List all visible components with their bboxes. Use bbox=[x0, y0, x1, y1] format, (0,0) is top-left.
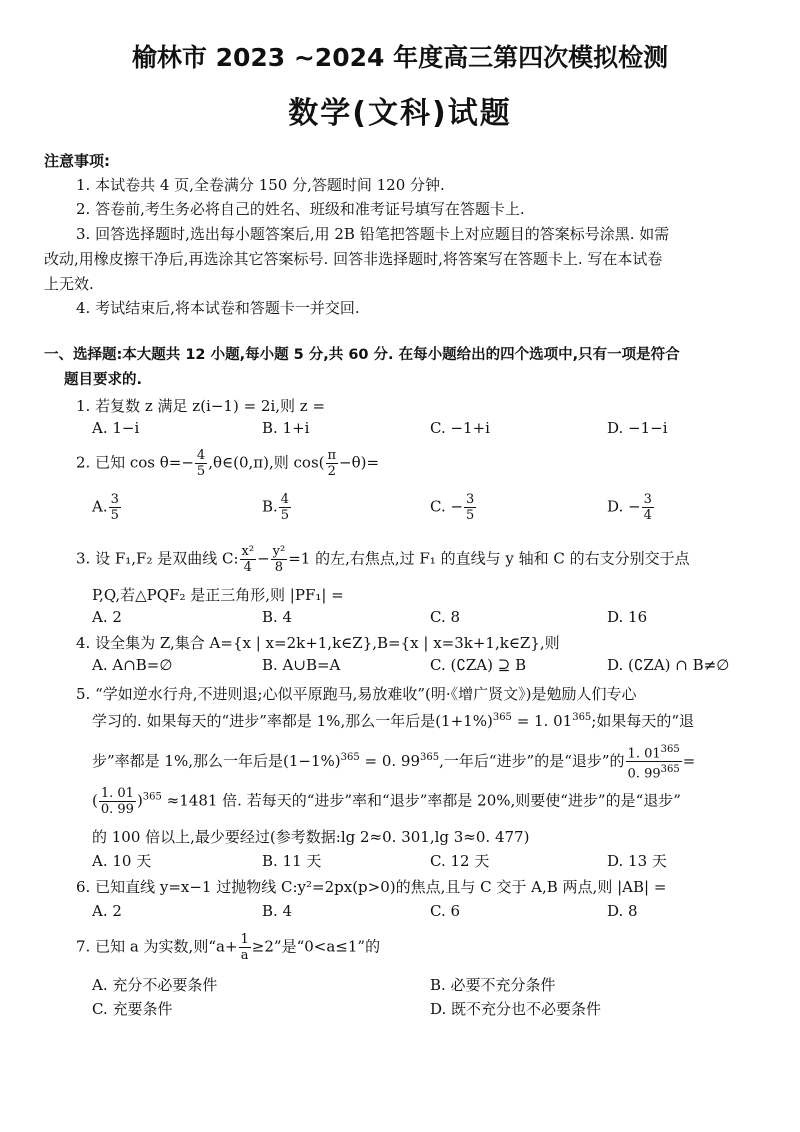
fraction: $\frac{\text{y²}}{8}$ bbox=[272, 544, 286, 575]
question-5-line-2: 学习的. 如果每天的“进步”率都是 1%,那么一年后是$(1+1\%)^{365} = 1$. $01^{365}$;如果每天的“退 bbox=[92, 712, 695, 730]
q7-option-d: D. 既不充分也不必要条件 bbox=[430, 1000, 602, 1018]
q2-option-b: B. $\frac{4}{5}$ bbox=[262, 492, 290, 523]
q5-option-b: B. 11 天 bbox=[262, 852, 322, 870]
q3-option-b: B. 4 bbox=[262, 608, 293, 626]
q6-option-c: C. 6 bbox=[430, 902, 461, 920]
q6-option-b: B. 4 bbox=[262, 902, 293, 920]
q6-option-a: A. 2 bbox=[92, 902, 122, 920]
question-3-stem-cont: P,Q,若△PQF₂ 是正三角形,则 |PF₁| = bbox=[92, 586, 344, 604]
q6-option-d: D. 8 bbox=[607, 902, 638, 920]
q7-option-b: B. 必要不充分条件 bbox=[430, 976, 556, 994]
q5-option-d: D. 13 天 bbox=[607, 852, 667, 870]
fraction: $\frac{1. 01^{365}}{0. 99^{365}}$ bbox=[627, 744, 680, 782]
fraction: $\frac{1}{a}$ bbox=[240, 932, 249, 963]
q3-option-c: C. 8 bbox=[430, 608, 461, 626]
q5-option-a: A. 10 天 bbox=[92, 852, 152, 870]
fraction: $\frac{1. 01}{0. 99}$ bbox=[100, 786, 134, 817]
question-7-stem: 7. 已知 a 为实数,则“a+ $\frac{1}{a}$ ≥2”是“0<a≤1”的 bbox=[76, 932, 381, 963]
question-6-stem: 6. 已知直线 y=x−1 过抛物线 C:y²=2px(p>0)的焦点,且与 C 交于 A,B 两点,则 |AB| = bbox=[76, 878, 667, 896]
q3-option-a: A. 2 bbox=[92, 608, 122, 626]
q1-option-a: A. 1−i bbox=[92, 419, 140, 437]
notice-item-1: 1. 本试卷共 4 页,全卷满分 150 分,答题时间 120 分钟. bbox=[76, 176, 445, 194]
q1-option-b: B. 1+i bbox=[262, 419, 310, 437]
q2-option-a: A. $\frac{3}{5}$ bbox=[92, 492, 119, 523]
q7-option-a: A. 充分不必要条件 bbox=[92, 976, 218, 994]
q1-option-d: D. −1−i bbox=[607, 419, 668, 437]
fraction: $\frac{\pi}{2}$ bbox=[327, 448, 337, 479]
q4-option-a: A. A∩B=∅ bbox=[92, 656, 173, 674]
q4-option-c: C. (∁ZA) ⊇ B bbox=[430, 656, 527, 674]
notice-item-3a: 3. 回答选择题时,选出每小题答案后,用 2B 铅笔把答题卡上对应题目的答案标号涂黑. 如需 bbox=[76, 225, 670, 243]
exam-subtitle: 数学(文科)试题 bbox=[288, 96, 512, 131]
notice-item-4: 4. 考试结束后,将本试卷和答题卡一并交回. bbox=[76, 299, 360, 317]
fraction: $\frac{\text{x²}}{4}$ bbox=[241, 544, 255, 575]
question-4-stem: 4. 设全集为 Z,集合 A={x | x=2k+1,k∈Z},B={x | x=3k+1,k∈Z},则 bbox=[76, 634, 560, 652]
notice-heading: 注意事项: bbox=[44, 152, 110, 170]
question-5-line-5: 的 100 倍以上,最少要经过(参考数据:lg 2≈0. 301,lg 3≈0. 477) bbox=[92, 828, 530, 846]
question-3-stem: 3. 设 F₁,F₂ 是双曲线 C: $\frac{\text{x²}}{4}$ − $\frac{\text{y²}}{8}$ =1 的左,右焦点,过 F₁ 的直线与 y 轴和 C 的右支分别交于点 bbox=[76, 544, 690, 575]
q1-option-c: C. −1+i bbox=[430, 419, 490, 437]
notice-item-3b: 改动,用橡皮擦干净后,再选涂其它答案标号. 回答非选择题时,将答案写在答题卡上. 写在本试卷 bbox=[44, 250, 663, 268]
question-5-line-1: 5. “学如逆水行舟,不进则退;心似平原跑马,易放难收”(明·《增广贤文》)是勉励人们专心 bbox=[76, 685, 637, 703]
fraction: $\frac{4}{5}$ bbox=[196, 448, 206, 479]
question-5-line-3: 步”率都是 1%,那么一年后是$(1-1\%)^{365} = 0$. $99^{365}$,一年后“进步”的是“退步”的 $\frac{1. 01^{365}}{0. 99^{365}}$ = bbox=[92, 744, 696, 782]
notice-item-3c: 上无效. bbox=[44, 275, 94, 293]
section-heading: 一、选择题:本大题共 12 小题,每小题 5 分,共 60 分. 在每小题给出的四个选项中,只有一项是符合 bbox=[44, 347, 680, 363]
q3-option-d: D. 16 bbox=[607, 608, 648, 626]
exam-title: 榆林市 2023 ~2024 年度高三第四次模拟检测 bbox=[131, 43, 669, 72]
question-1-stem: 1. 若复数 z 满足 z(i−1) = 2i,则 z = bbox=[76, 397, 326, 415]
q4-option-b: B. A∪B=A bbox=[262, 656, 341, 674]
q2-option-c: C. − $\frac{3}{5}$ bbox=[430, 492, 475, 523]
question-2-stem: 2. 已知 cos θ=− $\frac{4}{5}$ ,θ∈(0,π),则 cos( $\frac{\pi}{2}$ −θ)= bbox=[76, 448, 380, 479]
q7-option-c: C. 充要条件 bbox=[92, 1000, 173, 1018]
q5-option-c: C. 12 天 bbox=[430, 852, 490, 870]
notice-item-2: 2. 答卷前,考生务必将自己的姓名、班级和准考证号填写在答题卡上. bbox=[76, 200, 525, 218]
q4-option-d: D. (∁ZA) ∩ B≠∅ bbox=[607, 656, 730, 674]
q2-option-d: D. − $\frac{3}{4}$ bbox=[607, 492, 652, 523]
section-heading-cont: 题目要求的. bbox=[64, 372, 143, 388]
question-5-line-4: ( $\frac{1. 01}{0. 99}$ )$^{365}$ ≈1481 倍. 若每天的“进步”率和“退步”率都是 20%,则要使“进步”的是“退步” bbox=[92, 786, 681, 817]
